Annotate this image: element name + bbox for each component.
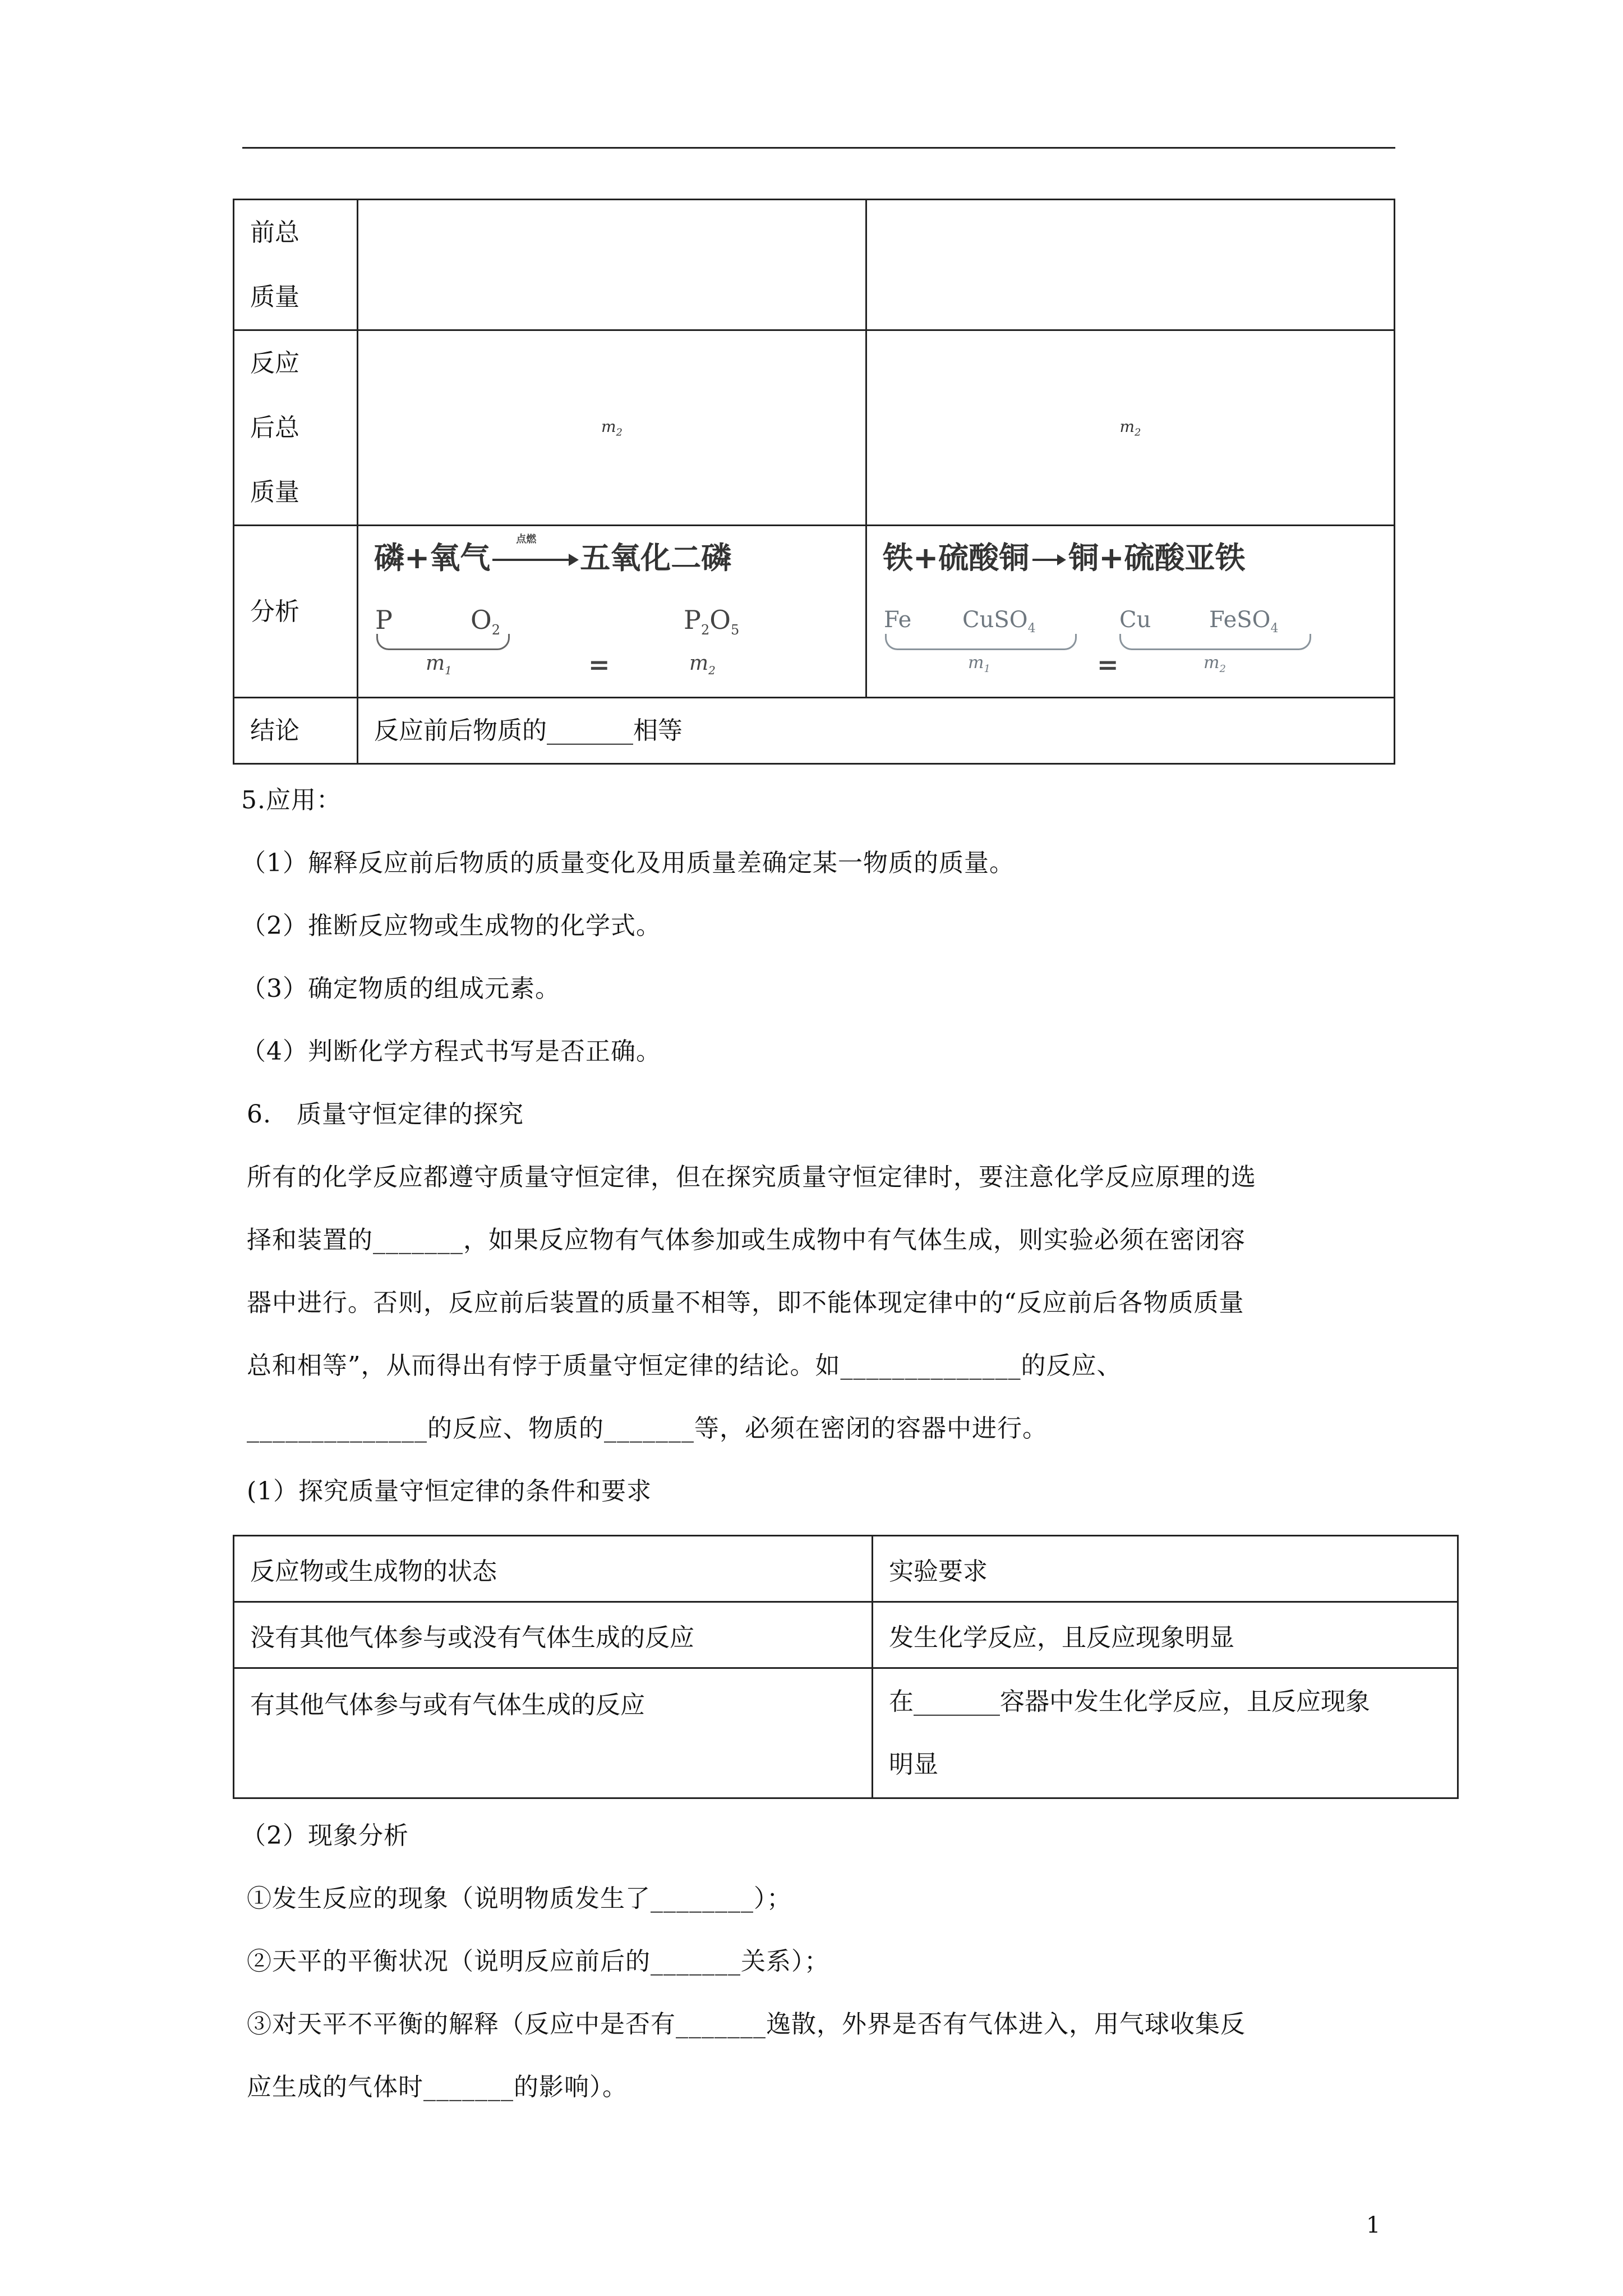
section5-item: （2）推断反应物或生成物的化学式。 xyxy=(241,912,661,940)
cell-analysis-phosphorus xyxy=(358,526,866,698)
reaction-arrow-iron xyxy=(1029,549,1068,571)
row-label-after-mass: 反应 后总 质量 xyxy=(234,330,358,526)
brace-reactants xyxy=(376,634,510,650)
section5-item: （4）判断化学方程式书写是否正确。 xyxy=(241,1037,661,1066)
row-label-before-mass: 前总 质量 xyxy=(234,200,358,330)
row-label-conclusion: 结论 xyxy=(234,698,358,764)
section6-line: 择和装置的_______，如果反应物有气体参加或生成物中有气体生成，则实验必须在密闭容 xyxy=(247,1226,1246,1254)
cell-m2-right: $m_2$ xyxy=(866,330,1395,526)
formula-phosphorus: P $O_2$ $m_1$ = $P_2O_5$ $m_2$ xyxy=(375,605,740,680)
section6-title: 6. 质量守恒定律的探究 xyxy=(247,1100,524,1129)
cell-m2-left: $m_2$ xyxy=(358,330,866,526)
mass-conservation-table xyxy=(233,199,1395,765)
section6-line: ______________的反应、物质的_______等，必须在密闭的容器中进行。 xyxy=(247,1414,1048,1443)
section6-line: 器中进行。否则，反应前后装置的质量不相等，即不能体现定律中的“反应前后各物质质量 xyxy=(247,1289,1244,1317)
row-label-analysis: 分析 xyxy=(234,526,358,698)
brace-products-iron xyxy=(1119,634,1311,650)
t2-row1-requirement: 发生化学反应，且反应现象明显 xyxy=(873,1602,1458,1668)
reaction-arrow: 点燃 xyxy=(490,546,580,574)
page-number: 1 xyxy=(1366,2212,1381,2238)
analysis-item: ②天平的平衡状况（说明反应前后的_______关系）； xyxy=(247,1947,829,1976)
section5-item: （3）确定物质的组成元素。 xyxy=(241,974,560,1003)
section5-item: （1）解释反应前后物质的质量变化及用质量差确定某一物质的质量。 xyxy=(241,849,1015,877)
section6-sub1: (1）探究质量守恒定律的条件和要求 xyxy=(247,1477,652,1506)
analysis-item: ③对天平不平衡的解释（反应中是否有_______逸散，外界是否有气体进入，用气球收集反 xyxy=(247,2010,1246,2039)
t2-row2-requirement: 在_______容器中发生化学反应，且反应现象 明显 xyxy=(873,1668,1458,1798)
word-equation-iron: 铁+硫酸铜 铜+硫酸亚铁 xyxy=(883,540,1246,576)
section6-line: 所有的化学反应都遵守质量守恒定律，但在探究质量守恒定律时，要注意化学反应原理的选 xyxy=(247,1163,1256,1191)
formula-iron: Fe CuSO$_4$ $m_1$ = Cu FeSO$_4$ $m_2$ xyxy=(884,605,1276,689)
cell-analysis-iron xyxy=(866,526,1395,698)
t2-header-requirement: 实验要求 xyxy=(873,1536,1458,1602)
t2-header-state: 反应物或生成物的状态 xyxy=(234,1536,873,1602)
section6-sub2: （2）现象分析 xyxy=(241,1821,409,1850)
analysis-item: 应生成的气体时_______的影响）。 xyxy=(247,2073,628,2101)
word-equation-phosphorus: 磷+氧气 点燃 五氧化二磷 xyxy=(374,533,732,576)
cell-before-right xyxy=(866,200,1395,330)
header-rule xyxy=(242,147,1395,149)
cell-before-left xyxy=(358,200,866,330)
cell-conclusion: 反应前后物质的_______相等 xyxy=(358,698,1395,764)
brace-reactants-iron xyxy=(885,634,1077,650)
section5-title: 5.应用： xyxy=(241,786,342,815)
section6-line: 总和相等”，从而得出有悖于质量守恒定律的结论。如______________的反应、 xyxy=(247,1351,1122,1380)
analysis-item: ①发生反应的现象（说明物质发生了________）； xyxy=(247,1884,792,1913)
t2-row2-state: 有其他气体参与或有气体生成的反应 xyxy=(234,1668,873,1798)
conditions-table xyxy=(233,1535,1459,1799)
t2-row1-state: 没有其他气体参与或没有气体生成的反应 xyxy=(234,1602,873,1668)
